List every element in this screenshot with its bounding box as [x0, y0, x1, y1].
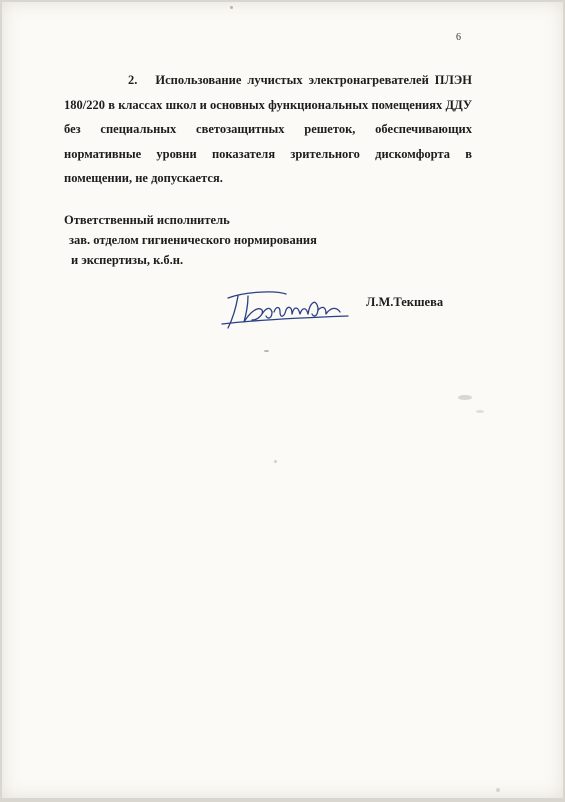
- responsible-position: зав. отделом гигиенического нормирования: [69, 233, 317, 247]
- responsible-title: Ответственный исполнитель: [64, 213, 230, 227]
- paragraph-number: 2.: [128, 73, 138, 87]
- document-page: [2, 2, 563, 798]
- paragraph-text: Использование лучистых электронагревателей ПЛЭН 180/220 в классах школ и основных функциональных помещениях ДДУ без специальных светозащитных решеток, обеспечивающих нормативные уровни показателя зрительного дискомфорта в помещении, не допускается.: [64, 73, 472, 185]
- scan-speck: [274, 460, 277, 463]
- signer-name: Л.М.Текшева: [366, 295, 444, 309]
- signature-icon: [214, 284, 354, 334]
- scan-speck: [264, 350, 269, 352]
- scan-speck: [230, 6, 233, 9]
- scan-speck: [496, 788, 500, 792]
- scan-speck: [458, 395, 472, 400]
- responsible-block: [64, 210, 317, 270]
- scan-speck: [476, 410, 484, 413]
- responsible-degree: и экспертизы, к.б.н.: [71, 253, 184, 267]
- paragraph-2: [64, 68, 472, 191]
- page-number: 6: [456, 32, 461, 43]
